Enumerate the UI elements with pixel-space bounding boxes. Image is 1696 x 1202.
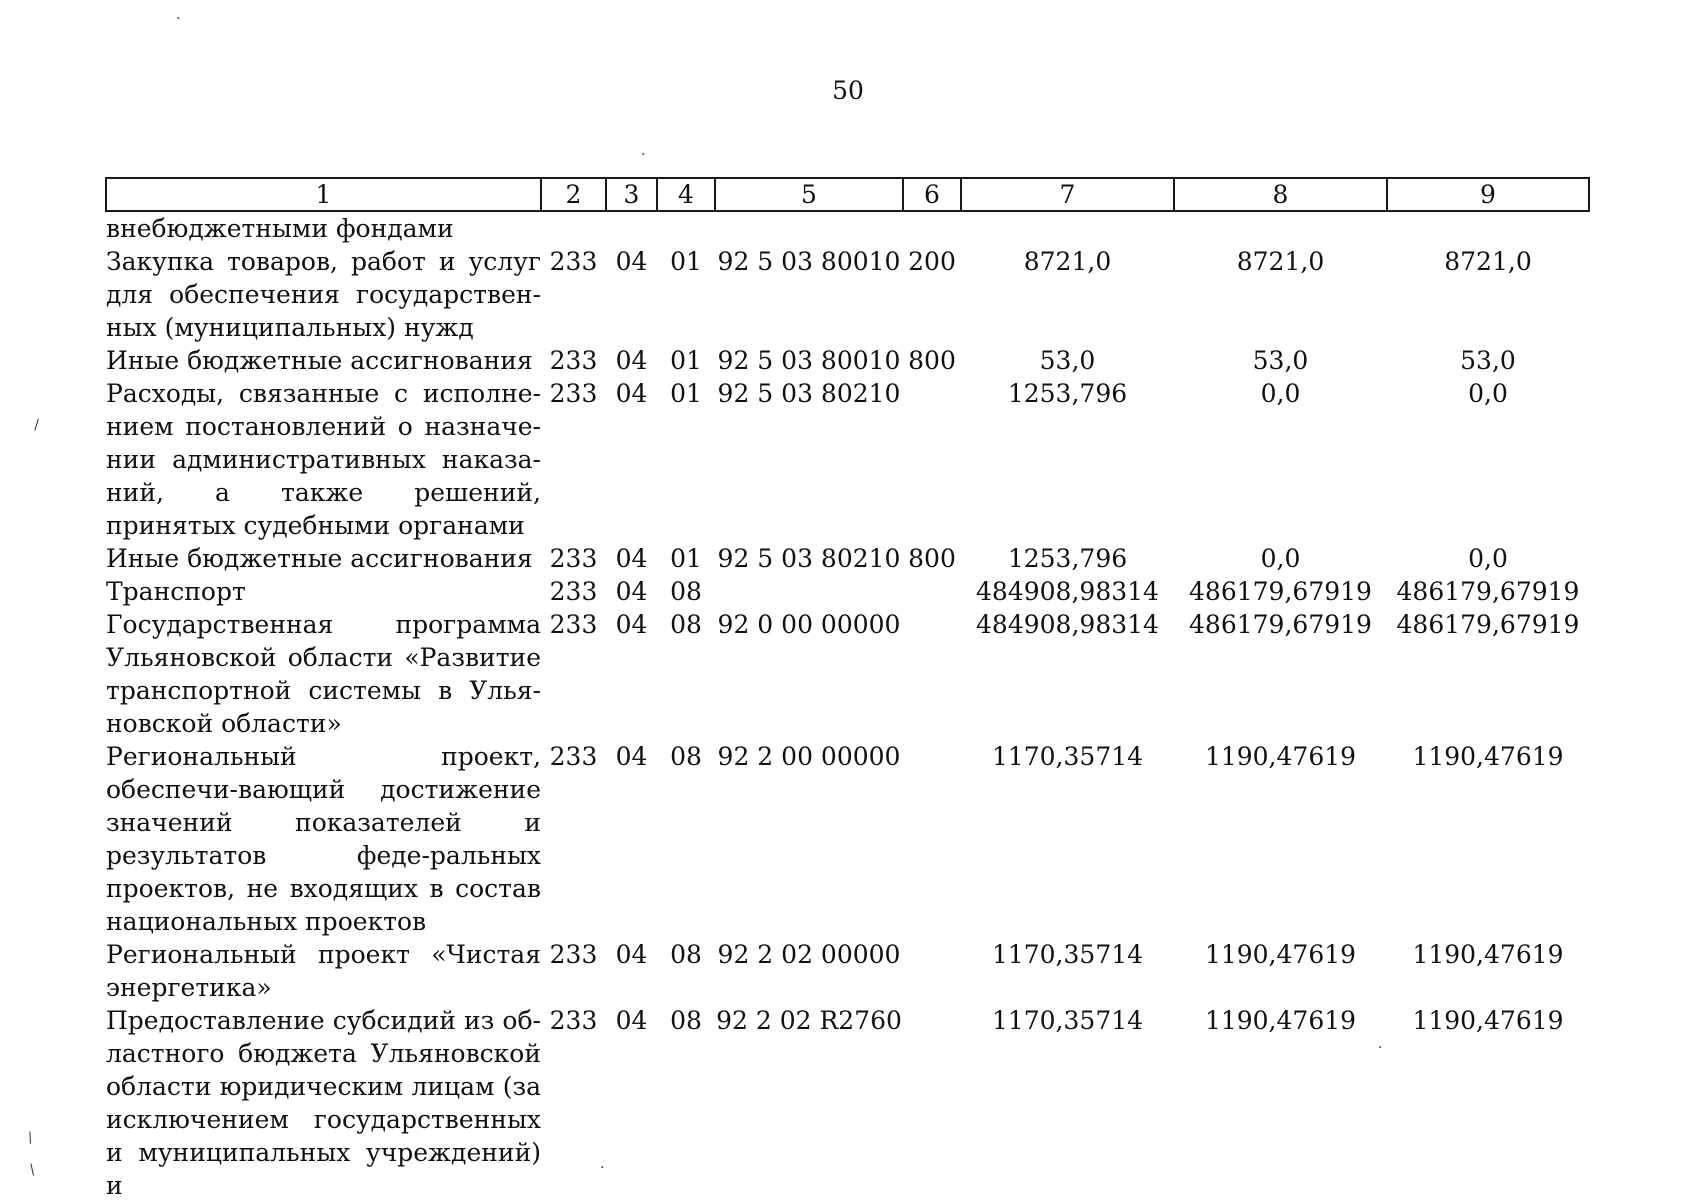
code-expense-type: 200 <box>908 247 956 276</box>
scan-mark: / <box>26 1161 39 1179</box>
table-row <box>106 938 1589 1004</box>
code-section: 04 <box>615 940 648 969</box>
code-section: 04 <box>615 610 648 639</box>
column-header-4: 4 <box>657 178 715 211</box>
column-header-8: 8 <box>1174 178 1387 211</box>
code-target: 92 5 03 80210 <box>717 379 901 408</box>
row-name: Транспорт <box>106 577 246 606</box>
amount-col-8: 8721,0 <box>1236 247 1325 276</box>
code-ministry: 233 <box>549 610 598 639</box>
amount-col-7: 1170,35714 <box>991 940 1144 969</box>
row-name: Иные бюджетные ассигнования <box>106 544 533 573</box>
row-name: Предоставление субсидий из об-ластного бюджета Ульяновской области юридическим лицам (за исключением государственных и муниципальных учреждений) и <box>106 1006 541 1200</box>
code-subsection: 08 <box>670 1006 702 1035</box>
code-target: 92 0 00 00000 <box>717 610 901 639</box>
amount-col-8: 486179,67919 <box>1189 577 1372 606</box>
amount-col-8: 486179,67919 <box>1189 610 1372 639</box>
code-subsection <box>657 211 715 245</box>
code-subsection: 01 <box>670 346 702 375</box>
code-section: 04 <box>615 742 648 771</box>
code-subsection: 01 <box>670 379 702 408</box>
row-name: Расходы, связанные с исполне-нием постановлений о назначе-нии административных наказа-ний, а также решений, принятых судебными органами <box>106 379 541 540</box>
amount-col-9: 486179,67919 <box>1396 610 1580 639</box>
code-target: 92 2 02 00000 <box>717 940 901 969</box>
code-expense-type: 800 <box>908 544 956 573</box>
code-expense-type <box>903 575 961 608</box>
amount-col-7: 1170,35714 <box>991 1006 1144 1035</box>
amount-col-7: 8721,0 <box>1023 247 1112 276</box>
scan-mark: / <box>25 1129 36 1147</box>
table-row <box>106 608 1589 740</box>
code-expense-type <box>903 211 961 245</box>
scan-speck: · <box>1378 1040 1383 1056</box>
amount-col-9: 1190,47619 <box>1412 742 1564 771</box>
code-subsection: 08 <box>670 940 702 969</box>
code-target <box>715 211 903 245</box>
code-target: 92 5 03 80010 <box>717 247 901 276</box>
table-row <box>106 575 1589 608</box>
table-row <box>106 740 1589 938</box>
amount-col-7: 1170,35714 <box>991 742 1144 771</box>
scan-speck: · <box>176 11 181 27</box>
code-ministry: 233 <box>549 247 598 276</box>
code-target: 92 2 00 00000 <box>717 742 901 771</box>
code-section: 04 <box>615 544 648 573</box>
code-section: 04 <box>615 379 648 408</box>
table-row <box>106 1004 1589 1202</box>
code-target: 92 5 03 80210 <box>717 544 901 573</box>
code-target: 92 2 02 R2760 <box>716 1006 902 1035</box>
amount-col-9: 0,0 <box>1468 544 1508 573</box>
code-expense-type: 800 <box>908 346 956 375</box>
code-subsection: 08 <box>670 577 702 606</box>
amount-col-9: 1190,47619 <box>1412 940 1564 969</box>
amount-col-7: 484908,98314 <box>976 577 1159 606</box>
code-subsection: 08 <box>670 742 702 771</box>
amount-col-8: 53,0 <box>1252 346 1309 375</box>
code-ministry: 233 <box>549 577 598 606</box>
table-row <box>106 377 1589 542</box>
code-ministry: 233 <box>549 940 598 969</box>
amount-col-8: 1190,47619 <box>1204 742 1357 771</box>
row-name: Закупка товаров, работ и услуг для обеспечения государствен-ных (муниципальных) нужд <box>106 247 541 342</box>
header-row <box>106 178 1589 211</box>
amount-col-9: 53,0 <box>1460 346 1516 375</box>
row-name: Региональный проект, обеспечи-вающий достижение значений показателей и результатов феде-ральных проектов, не входящих в состав национальных проектов <box>106 742 541 936</box>
code-ministry: 233 <box>549 742 598 771</box>
table-row <box>106 245 1589 344</box>
code-ministry <box>541 211 606 245</box>
scan-speck: · <box>600 1160 605 1176</box>
scan-speck: · <box>641 147 646 163</box>
code-target: 92 5 03 80010 <box>717 346 901 375</box>
code-target <box>715 575 903 608</box>
amount-col-7: 53,0 <box>1039 346 1096 375</box>
amount-col-9 <box>1387 211 1589 245</box>
code-expense-type <box>903 608 961 740</box>
code-subsection: 01 <box>670 247 702 276</box>
table-row <box>106 542 1589 575</box>
code-ministry: 233 <box>549 1006 598 1035</box>
amount-col-9: 486179,67919 <box>1396 577 1580 606</box>
column-header-5: 5 <box>715 178 903 211</box>
column-header-2: 2 <box>541 178 606 211</box>
code-section: 04 <box>615 577 648 606</box>
code-expense-type <box>903 938 961 1004</box>
amount-col-8: 1190,47619 <box>1204 940 1357 969</box>
code-expense-type <box>903 377 961 542</box>
amount-col-7: 1253,796 <box>1007 544 1128 573</box>
amount-col-8: 0,0 <box>1260 379 1301 408</box>
column-header-9: 9 <box>1387 178 1589 211</box>
budget-table <box>105 177 1590 1202</box>
code-section: 04 <box>615 346 648 375</box>
row-name: Иные бюджетные ассигнования <box>106 346 533 375</box>
amount-col-8: 1190,47619 <box>1204 1006 1357 1035</box>
column-header-7: 7 <box>961 178 1174 211</box>
table-row <box>106 211 1589 245</box>
row-name: Государственная программа Ульяновской области «Развитие транспортной системы в Улья-новской области» <box>106 610 541 738</box>
scan-mark: \ <box>29 417 43 433</box>
amount-col-7 <box>961 211 1174 245</box>
page-number: 50 <box>832 76 864 105</box>
code-subsection: 08 <box>670 610 702 639</box>
code-expense-type <box>903 740 961 938</box>
amount-col-8 <box>1174 211 1387 245</box>
code-ministry: 233 <box>549 544 598 573</box>
row-name: Региональный проект «Чистая энергетика» <box>106 940 541 1002</box>
column-header-3: 3 <box>606 178 657 211</box>
column-header-1: 1 <box>106 178 541 211</box>
code-subsection: 01 <box>670 544 702 573</box>
table-body <box>106 211 1589 1202</box>
amount-col-9: 1190,47619 <box>1412 1006 1564 1035</box>
amount-col-7: 484908,98314 <box>976 610 1159 639</box>
amount-col-7: 1253,796 <box>1007 379 1128 408</box>
amount-col-9: 8721,0 <box>1444 247 1532 276</box>
code-expense-type <box>903 1004 961 1202</box>
code-section: 04 <box>615 1006 648 1035</box>
code-section: 04 <box>615 247 648 276</box>
column-header-6: 6 <box>903 178 961 211</box>
code-section <box>606 211 657 245</box>
code-ministry: 233 <box>549 379 598 408</box>
table-row <box>106 344 1589 377</box>
amount-col-9: 0,0 <box>1468 379 1508 408</box>
row-name: внебюджетными фондами <box>106 214 454 243</box>
amount-col-8: 0,0 <box>1260 544 1301 573</box>
code-ministry: 233 <box>549 346 598 375</box>
